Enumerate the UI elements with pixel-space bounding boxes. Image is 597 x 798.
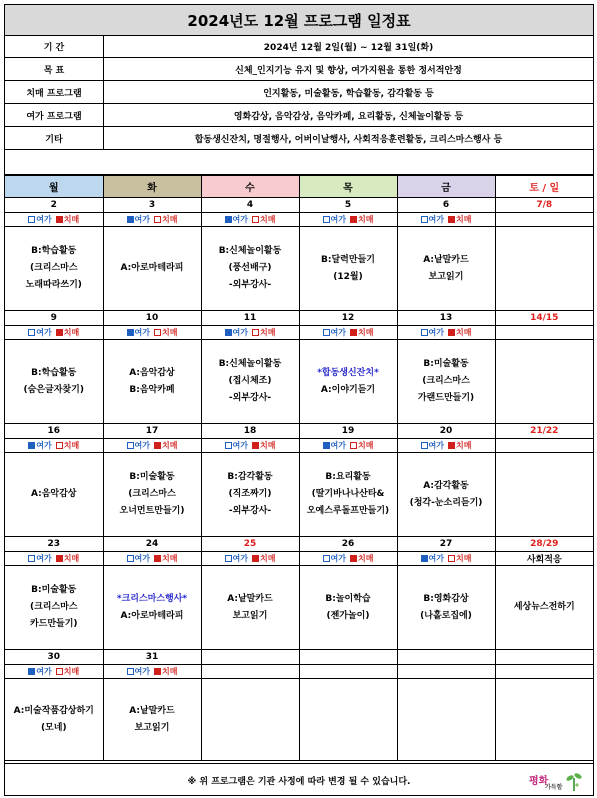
activity-line: B:영화감상 [423,593,469,604]
activity-line: (풍선배구) [228,263,272,273]
activity-cell [299,340,397,424]
leisure-label: 여가 [428,215,444,224]
leisure-label: 여가 [330,215,346,224]
date-cell: 26 [299,537,397,552]
activity-row [5,340,593,424]
activity-cell [103,566,201,650]
dementia-check-icon [252,329,259,336]
dementia-label: 치매 [456,328,472,337]
info-label: 치매 프로그램 [5,81,104,104]
activity-line: B:요리활동 [325,472,371,482]
leisure-check-icon [421,442,428,449]
tag-row [5,665,593,679]
activity-cell [299,453,397,537]
activity-line: B:학습활동 [31,367,77,378]
program-tag-cell [5,326,103,340]
leisure-label: 여가 [330,554,346,563]
activity-line: A:아로마테라피 [120,263,184,273]
date-row [5,537,593,552]
date-cell: 20 [397,424,495,439]
dementia-label: 치매 [358,215,374,224]
program-tag-cell [495,552,593,566]
activity-line: A:감각활동 [423,480,469,491]
dementia-label: 치매 [358,328,374,337]
info-label: 목 표 [5,58,104,81]
activity-cell [397,227,495,311]
activity-line: 노래따라쓰기) [25,280,82,290]
dementia-label: 치매 [358,554,374,563]
leisure-label: 여가 [330,328,346,337]
activity-cell [495,453,593,537]
activity-cell [397,340,495,424]
dementia-check-icon [56,216,63,223]
sprout-icon [565,770,583,792]
activity-cell [299,227,397,311]
dementia-label: 치매 [63,215,80,224]
info-label: 기타 [5,127,104,150]
activity-cell [5,340,103,424]
date-cell: 27 [397,537,495,552]
dementia-check-icon [252,555,259,562]
activity-line: (직조짜기) [228,489,272,499]
info-row [5,58,593,81]
dementia-check-icon [56,555,63,562]
date-cell: 14/15 [495,311,593,326]
activity-line: (청각-눈소리듣기) [409,497,483,508]
program-tag-cell [299,213,397,227]
date-row [5,650,593,665]
leisure-label: 여가 [428,328,444,337]
date-cell: 12 [299,311,397,326]
program-tag-cell [201,665,299,679]
activity-row [5,453,593,537]
program-tag-cell [201,326,299,340]
info-row [5,104,593,127]
date-cell: 24 [103,537,201,552]
activity-line: 오예스루돌프만들기) [306,506,390,516]
dementia-label: 치매 [63,554,80,563]
activity-line: (젠가놀이) [326,610,370,621]
activity-line: A:낱말카드 [423,254,469,265]
weekend-note: 사회적응 [526,555,562,565]
date-cell: 16 [5,424,103,439]
activity-line: -외부강사- [228,393,272,403]
leisure-label: 여가 [36,215,52,224]
info-value: 영화감상, 음악감상, 음악카페, 요리활동, 신체놀이활동 등 [104,104,594,127]
leisure-label: 여가 [428,554,444,563]
program-tag-cell [5,552,103,566]
activity-line: 보고읽기 [428,271,464,282]
date-cell: 23 [5,537,103,552]
activity-line: (딸기바나나산타& [311,489,385,499]
leisure-check-icon [323,442,330,449]
leisure-check-icon [28,216,35,223]
program-tag-cell [201,552,299,566]
info-value: 신체_인지기능 유지 및 향상, 여가지원을 통한 정서적안정 [104,58,594,81]
activity-cell [103,453,201,537]
leisure-label: 여가 [36,328,52,337]
dementia-check-icon [448,329,455,336]
dementia-check-icon [350,442,357,449]
program-tag-cell [397,326,495,340]
date-cell: 25 [201,537,299,552]
activity-cell [495,227,593,311]
dementia-check-icon [350,216,357,223]
activity-cell [495,340,593,424]
dementia-label: 치매 [260,328,276,337]
program-tag-cell [397,213,495,227]
program-tag-cell [299,665,397,679]
dementia-label: 치매 [260,554,276,563]
info-label: 여가 프로그램 [5,104,104,127]
activity-line: *합동생신잔치* [317,367,379,378]
activity-line: A:낱말카드 [227,593,273,604]
leisure-label: 여가 [134,215,150,224]
activity-cell [103,340,201,424]
dementia-check-icon [252,216,259,223]
tag-row [5,439,593,453]
activity-line: (12월) [333,271,363,282]
weekday-header: 월 [5,176,103,198]
activity-line: A:낱말카드 [129,705,175,716]
activity-line: -외부강사- [228,280,272,290]
dementia-label: 치매 [260,215,276,224]
activity-line: *크리스마스행사* [116,593,188,604]
dementia-check-icon [448,442,455,449]
date-cell: 30 [5,650,103,665]
program-tag-cell [495,665,593,679]
activity-line: 보고읽기 [134,722,170,733]
activity-cell [495,679,593,761]
program-tag-cell [495,213,593,227]
leisure-label: 여가 [36,667,52,676]
program-tag-cell [5,439,103,453]
dementia-label: 치매 [456,215,472,224]
activity-line: A:아로마테라피 [120,610,184,621]
leisure-label: 여가 [134,441,150,450]
date-cell: 5 [299,198,397,213]
leisure-label: 여가 [36,441,52,450]
logo-text: 평화 [529,776,549,787]
tag-row [5,213,593,227]
dementia-label: 치매 [162,328,178,337]
activity-line: (접시체조) [228,376,272,386]
dementia-label: 치매 [162,215,178,224]
leisure-check-icon [323,329,330,336]
dementia-check-icon [252,442,259,449]
date-cell [299,650,397,665]
activity-cell [397,453,495,537]
leisure-check-icon [323,216,330,223]
activity-cell [201,340,299,424]
program-tag-cell [201,213,299,227]
activity-line: B:미술활동 [31,585,77,595]
activity-line: (크리스마스 [422,376,470,386]
date-cell [201,650,299,665]
activity-row [5,566,593,650]
dementia-label: 치매 [456,441,472,450]
leisure-check-icon [225,442,232,449]
activity-line: B:신체놀이활동 [218,359,282,369]
date-row [5,311,593,326]
program-tag-cell [397,439,495,453]
info-value: 합동생신잔치, 명절행사, 어버이날행사, 사회적응훈련활동, 크리스마스행사 등 [104,127,594,150]
date-cell: 10 [103,311,201,326]
activity-line: (나홀로집에) [420,610,472,621]
activity-line: 세상뉴스전하기 [513,602,575,612]
date-cell: 31 [103,650,201,665]
date-cell [397,650,495,665]
activity-line: A:이야기듣기 [320,384,376,395]
date-cell: 9 [5,311,103,326]
activity-cell [201,453,299,537]
leisure-check-icon [421,555,428,562]
leisure-check-icon [127,555,134,562]
date-cell: 13 [397,311,495,326]
activity-line: 가랜드만들기) [417,393,475,403]
dementia-check-icon [154,668,161,675]
program-tag-cell [5,665,103,679]
date-cell: 28/29 [495,537,593,552]
activity-line: (크리스마스 [29,602,78,612]
leisure-check-icon [323,555,330,562]
info-label: 기 간 [5,35,104,58]
dementia-label: 치매 [63,328,80,337]
activity-line: 보고읽기 [232,610,268,621]
leisure-check-icon [127,668,134,675]
activity-cell [201,227,299,311]
dementia-label: 치매 [358,441,374,450]
leisure-label: 여가 [232,554,248,563]
date-cell: 2 [5,198,103,213]
info-value: 인지활동, 미술활동, 학습활동, 감각활동 등 [104,81,594,104]
activity-line: 오너먼트만들기) [119,506,185,516]
activity-line: 카드만들기) [29,619,78,629]
leisure-check-icon [421,216,428,223]
activity-line: (크리스마스 [29,263,78,273]
dementia-label: 치매 [260,441,276,450]
tag-row [5,552,593,566]
weekday-header: 목 [299,176,397,198]
activity-line: -외부강사- [228,506,272,516]
program-tag-cell [103,213,201,227]
date-cell: 4 [201,198,299,213]
program-tag-cell [103,665,201,679]
program-tag-cell [495,326,593,340]
dementia-check-icon [350,555,357,562]
activity-cell [299,679,397,761]
dementia-check-icon [448,216,455,223]
activity-cell [201,679,299,761]
date-cell: 18 [201,424,299,439]
info-table [5,35,593,150]
leisure-label: 여가 [134,328,150,337]
leisure-label: 여가 [232,215,248,224]
activity-cell [5,227,103,311]
footer-text: ※ 위 프로그램은 기관 사정에 따라 변경 될 수 있습니다. [187,776,411,787]
info-row [5,127,593,150]
date-cell: 19 [299,424,397,439]
date-cell: 17 [103,424,201,439]
weekday-header: 화 [103,176,201,198]
activity-cell [397,566,495,650]
activity-line: B:미술활동 [129,472,175,482]
program-tag-cell [495,439,593,453]
date-cell [495,650,593,665]
page-title: 2024년도 12월 프로그램 일정표 [5,5,593,36]
date-cell: 7/8 [495,198,593,213]
activity-row [5,679,593,761]
leisure-check-icon [127,216,134,223]
date-cell: 3 [103,198,201,213]
leisure-check-icon [225,329,232,336]
program-tag-cell [201,439,299,453]
weekday-header: 수 [201,176,299,198]
schedule-sheet [4,4,594,796]
footer-note [5,763,593,796]
weekday-header: 토 / 일 [495,176,593,198]
leisure-label: 여가 [134,667,150,676]
leisure-check-icon [225,216,232,223]
date-cell: 6 [397,198,495,213]
logo-subtext: 가득함 [545,784,563,791]
dementia-label: 치매 [456,554,472,563]
program-tag-cell [5,213,103,227]
activity-cell [5,679,103,761]
tag-row [5,326,593,340]
leisure-check-icon [225,555,232,562]
activity-line: B:놀이학습 [325,593,371,604]
date-row [5,198,593,213]
dementia-label: 치매 [63,667,80,676]
dementia-check-icon [56,329,63,336]
dementia-check-icon [56,442,63,449]
leisure-check-icon [28,668,35,675]
activity-line: A:음악감상 [30,489,77,499]
activity-cell [5,453,103,537]
program-tag-cell [397,665,495,679]
dementia-check-icon [448,555,455,562]
dementia-label: 치매 [162,554,178,563]
leisure-check-icon [28,555,35,562]
info-row [5,35,593,58]
dementia-check-icon [154,216,161,223]
weekday-header: 금 [397,176,495,198]
dementia-check-icon [56,668,63,675]
activity-line: B:달력만들기 [321,254,375,265]
leisure-check-icon [127,329,134,336]
dementia-label: 치매 [63,441,80,450]
leisure-check-icon [28,442,35,449]
date-cell: 21/22 [495,424,593,439]
program-tag-cell [299,326,397,340]
info-row [5,81,593,104]
date-row [5,424,593,439]
activity-cell [103,679,201,761]
activity-line: (모네) [40,722,67,733]
activity-cell [5,566,103,650]
leisure-label: 여가 [330,441,346,450]
activity-cell [495,566,593,650]
program-tag-cell [299,439,397,453]
activity-line: A:미술작품감상하기 [13,705,94,716]
activity-cell [103,227,201,311]
dementia-check-icon [350,329,357,336]
date-cell: 11 [201,311,299,326]
leisure-check-icon [127,442,134,449]
activity-line: B:미술활동 [423,359,469,369]
weekday-header-row [5,176,593,198]
leisure-label: 여가 [36,554,52,563]
leisure-label: 여가 [232,441,248,450]
dementia-check-icon [154,442,161,449]
program-tag-cell [103,439,201,453]
dementia-check-icon [154,329,161,336]
activity-cell [397,679,495,761]
activity-line: (숨은글자찾기) [23,384,84,395]
calendar-table [5,175,593,761]
activity-cell [299,566,397,650]
activity-row [5,227,593,311]
blank-row [5,150,593,175]
program-tag-cell [397,552,495,566]
activity-line: (크리스마스 [128,489,176,499]
dementia-check-icon [154,555,161,562]
activity-line: B:감각활동 [227,472,273,482]
program-tag-cell [103,552,201,566]
program-tag-cell [103,326,201,340]
leisure-check-icon [421,329,428,336]
activity-line: B:신체놀이활동 [218,246,282,256]
activity-cell [201,566,299,650]
logo [527,770,585,792]
leisure-check-icon [28,329,35,336]
leisure-label: 여가 [232,328,248,337]
leisure-label: 여가 [428,441,444,450]
activity-line: A:음악감상 [129,367,175,378]
program-tag-cell [299,552,397,566]
activity-line: B:음악카페 [129,384,175,395]
dementia-label: 치매 [162,667,178,676]
leisure-label: 여가 [134,554,150,563]
activity-line: B:학습활동 [31,246,77,256]
dementia-label: 치매 [162,441,178,450]
info-value: 2024년 12월 2일(월) ~ 12월 31일(화) [104,35,594,58]
